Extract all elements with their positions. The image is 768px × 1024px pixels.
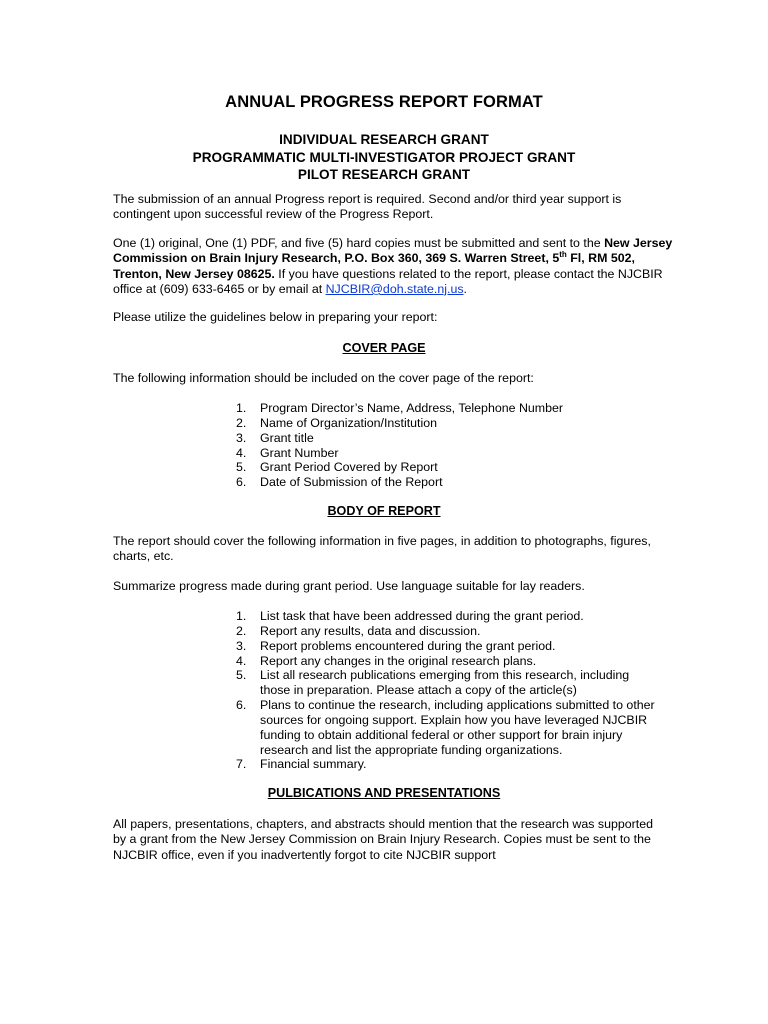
subtitle-pilot-grant: PILOT RESEARCH GRANT [297, 167, 471, 182]
list-item: 5. List all research publications emerging from this research, including those in preparation. Please attach a copy of the article(s) [236, 668, 630, 698]
summary-text: Summarize progress made during grant period. Use language suitable for lay readers. [113, 579, 585, 593]
list-item-text: Report problems encountered during the grant period. [260, 638, 556, 653]
list-item: 1. Program Director’s Name, Address, Telephone Number [236, 401, 564, 415]
grant-types [0, 131, 768, 184]
list-item-text: Report any changes in the original research plans. [260, 653, 537, 668]
submission-contact-text: If you have questions related to the report, please contact the NJCBIR office at (609) 633-6465 or by email at [113, 266, 663, 296]
submission-end: . [463, 281, 467, 296]
publications-heading: PULBICATIONS AND PRESENTATIONS [267, 786, 501, 800]
list-item: 2. Name of Organization/Institution [236, 415, 438, 430]
body-of-report-heading: BODY OF REPORT [327, 504, 441, 518]
intro-text: The submission of an annual Progress report is required. Second and/or third year support is contingent upon successful review of the Progress Report. [113, 192, 622, 222]
cover-page-intro [113, 371, 673, 386]
list-item: 6. Date of Submission of the Report [236, 475, 443, 490]
list-item-text: Grant Period Covered by Report [260, 460, 438, 475]
publications-text: All papers, presentations, chapters, and abstracts should mention that the research was supported by a grant from the New Jersey Commission on Brain Injury Research. Copies must be sent to the NJCBIR office, even if you inadvertently forgot to cite NJCBIR support [113, 817, 653, 862]
list-item-text: Name of Organization/Institution [260, 415, 438, 430]
list-item: 1. List task that have been addressed during the grant period. [236, 609, 584, 623]
list-item-text: List task that have been addressed during the grant period. [260, 609, 584, 623]
guidelines-text: Please utilize the guidelines below in preparing your report: [113, 310, 438, 324]
list-item: 6. Plans to continue the research, including applications submitted to other sources for ongoing support. Explain how you have leveraged NJCBIR funding to obtain additional federal or other support for brain injury research and list the appropriate funding organizations. [236, 698, 655, 757]
list-item-text: Program Director’s Name, Address, Telephone Number [260, 401, 564, 415]
publications-paragraph [113, 817, 658, 863]
list-item: 4. Grant Number [236, 445, 339, 460]
address-part2: Fl, RM 502, Trenton, New Jersey 08625. [113, 251, 635, 281]
list-item: 5. Grant Period Covered by Report [236, 460, 438, 475]
list-item-text: Grant Number [260, 445, 339, 460]
list-item-text: Date of Submission of the Report [260, 475, 443, 490]
subtitle-programmatic-grant: PROGRAMMATIC MULTI-INVESTIGATOR PROJECT GRANT [192, 149, 576, 165]
list-item-text: Report any results, data and discussion. [260, 623, 481, 638]
submission-paragraph [113, 236, 673, 297]
address-superscript: th [559, 250, 567, 260]
list-item-text: Grant title [260, 430, 314, 445]
subtitle-individual-grant: INDIVIDUAL RESEARCH GRANT [279, 132, 489, 147]
email-link[interactable]: NJCBIR@doh.state.nj.us [325, 281, 464, 296]
list-item-text: Financial summary. [260, 757, 367, 772]
submission-text-before: One (1) original, One (1) PDF, and five (5) hard copies must be submitted and sent to the [113, 236, 605, 250]
list-item: 3. Report problems encountered during the grant period. [236, 638, 556, 653]
body-intro-text: The report should cover the following information in five pages, in addition to photographs, figures, charts, etc. [113, 534, 651, 564]
list-item-text: Plans to continue the research, including applications submitted to other sources for ongoing support. Explain how you have leveraged NJCBIR funding to obtain additional federal or other support for brain injury research and list the appropriate funding organizations. [260, 698, 655, 757]
summary-paragraph [113, 579, 673, 594]
cover-page-list [236, 401, 656, 490]
body-of-report-list [236, 609, 656, 772]
body-intro-paragraph [113, 534, 673, 565]
list-item: 7. Financial summary. [236, 757, 367, 772]
address-part1: New Jersey Commission on Brain Injury Research, P.O. Box 360, 369 S. Warren Street, 5 [113, 236, 673, 266]
cover-page-heading: COVER PAGE [342, 341, 426, 355]
list-item: 3. Grant title [236, 430, 314, 445]
intro-paragraph [113, 192, 673, 223]
list-item-text: List all research publications emerging from this research, including those in preparation. Please attach a copy of the article(s) [260, 668, 630, 698]
list-item: 4. Report any changes in the original research plans. [236, 653, 537, 668]
submission-text [113, 236, 673, 297]
document-title: ANNUAL PROGRESS REPORT FORMAT [225, 93, 543, 111]
cover-page-intro-text: The following information should be included on the cover page of the report: [113, 371, 534, 385]
guidelines-paragraph [113, 310, 673, 325]
list-item: 2. Report any results, data and discussion. [236, 623, 481, 638]
